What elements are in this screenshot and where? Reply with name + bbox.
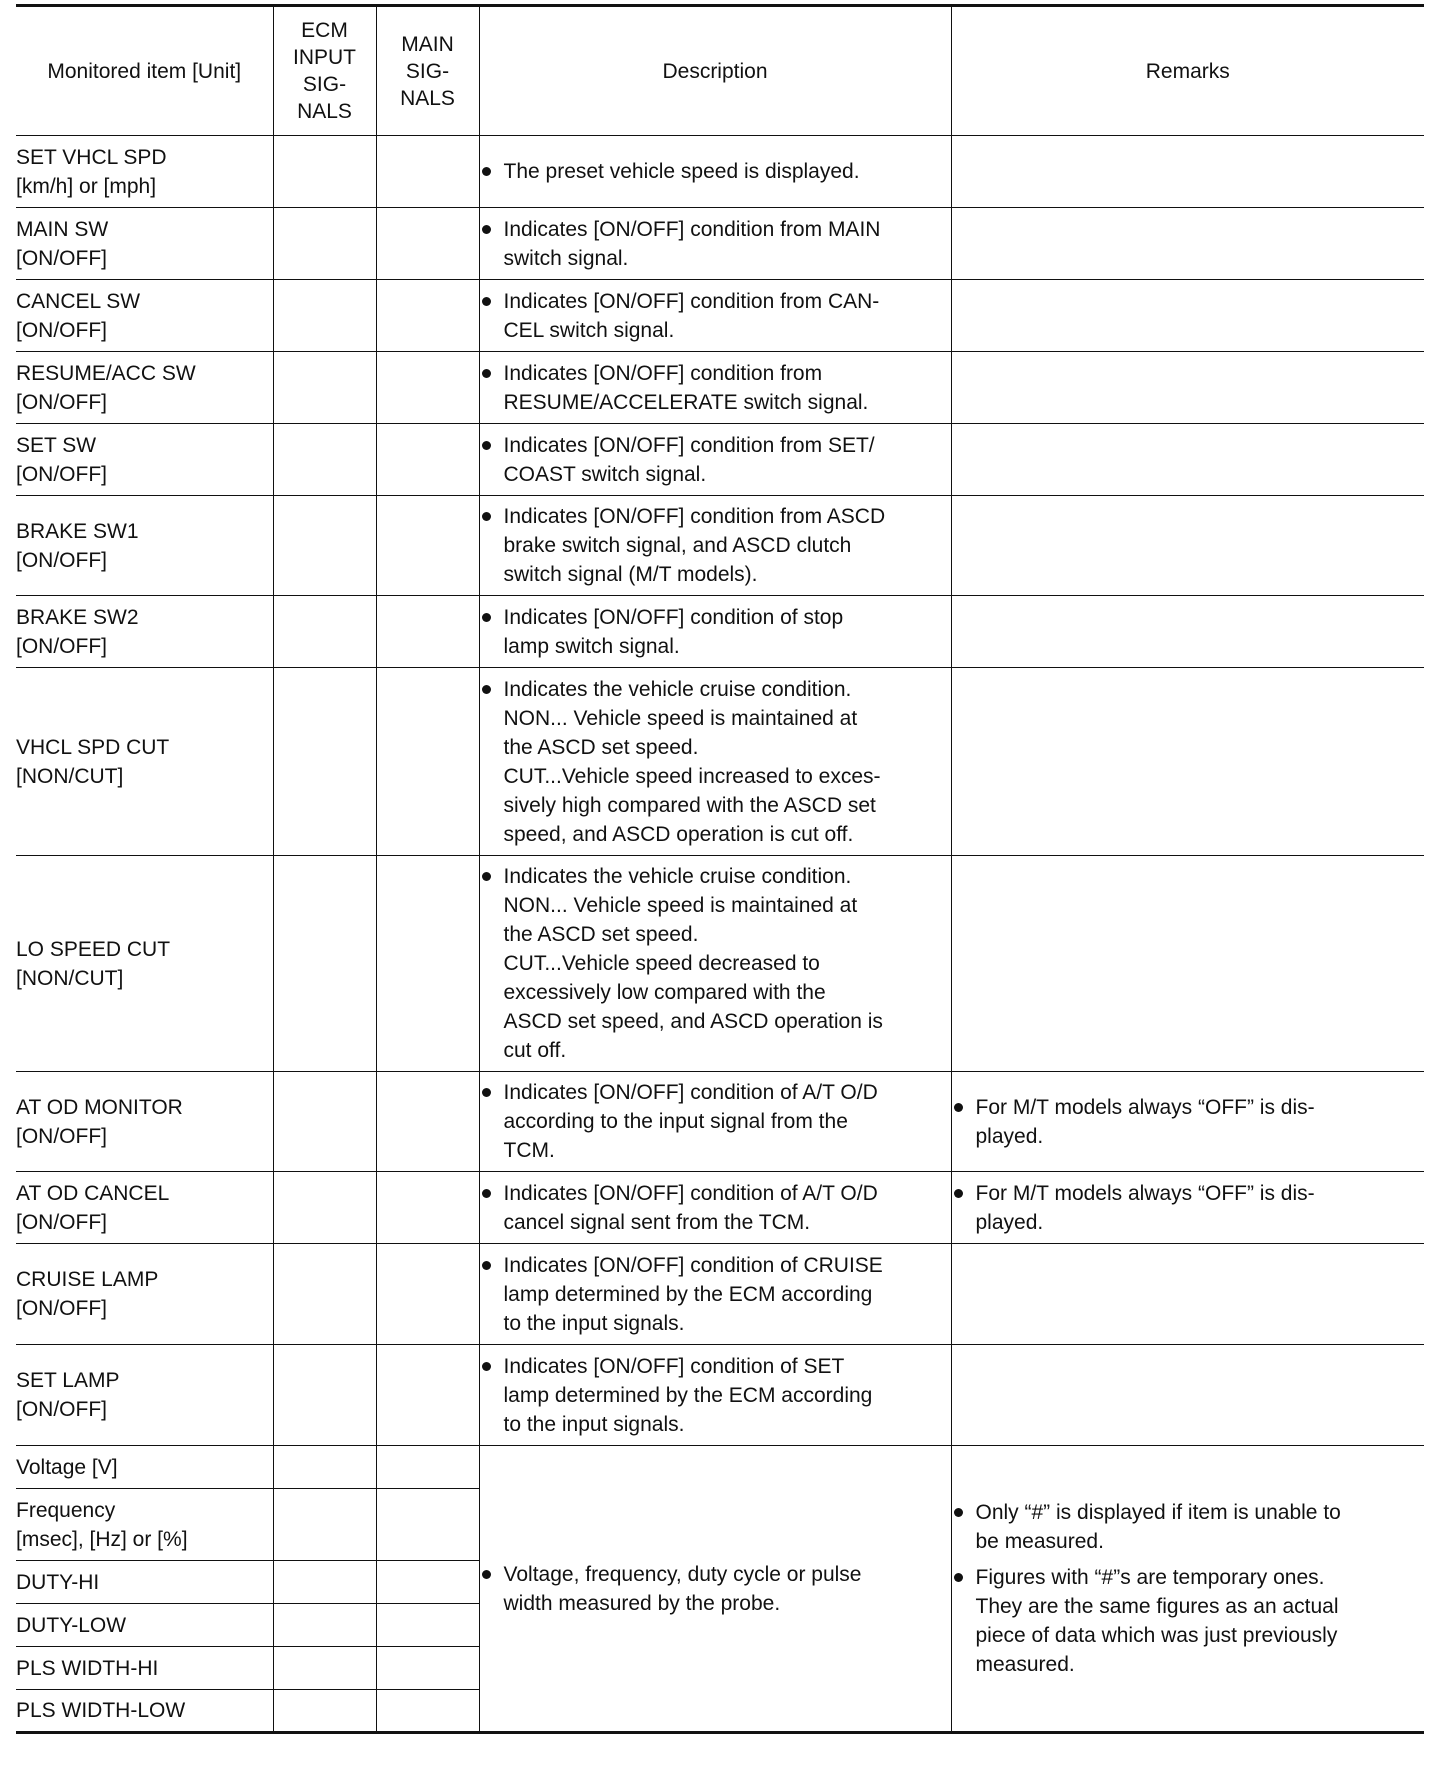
text-line: ASCD set speed, and ASCD operation is bbox=[503, 1010, 883, 1033]
monitored-item-cell bbox=[16, 1690, 273, 1733]
text-line: to the input signals. bbox=[503, 1311, 685, 1335]
bullet-list bbox=[480, 603, 951, 661]
text-line: For M/T models always “OFF” is dis- bbox=[975, 1181, 1315, 1205]
table-row bbox=[16, 1345, 1424, 1446]
bullet-list bbox=[480, 675, 951, 849]
text-line: [ON/OFF] bbox=[16, 548, 107, 572]
ecm-input-signal-cell bbox=[273, 1690, 376, 1733]
bullet-list bbox=[480, 287, 951, 345]
text-line: For M/T models always “OFF” is dis- bbox=[975, 1095, 1315, 1119]
bullet-list bbox=[952, 1498, 1425, 1679]
monitored-item-cell bbox=[16, 1345, 273, 1446]
text-line: Indicates [ON/OFF] condition of A/T O/D bbox=[503, 1081, 878, 1104]
text-line: Indicates [ON/OFF] condition of CRUISE bbox=[503, 1253, 883, 1277]
main-signal-cell bbox=[376, 424, 479, 496]
remarks-cell bbox=[951, 280, 1424, 352]
ecm-input-signal-cell bbox=[273, 424, 376, 496]
table-body bbox=[16, 136, 1424, 1733]
text-line: lamp determined by the ECM according bbox=[503, 1282, 873, 1306]
text-line: played. bbox=[975, 1124, 1044, 1148]
text-line: [ON/OFF] bbox=[16, 462, 107, 486]
text-line: MAIN SW bbox=[16, 217, 109, 241]
monitored-item-cell bbox=[16, 1647, 273, 1690]
bullet-list bbox=[480, 862, 951, 1065]
text-line: NON... Vehicle speed is maintained at bbox=[503, 706, 858, 730]
text-line: COAST switch signal. bbox=[503, 462, 707, 486]
ecm-input-signal-cell bbox=[273, 1345, 376, 1446]
text-line: piece of data which was just previously bbox=[975, 1624, 1338, 1647]
text-line: [ON/OFF] bbox=[16, 1297, 107, 1320]
text-line: according to the input signal from the bbox=[503, 1110, 848, 1133]
text-line: played. bbox=[975, 1210, 1044, 1234]
text-line: SET SW bbox=[16, 433, 97, 457]
text-line: CANCEL SW bbox=[16, 289, 141, 313]
bullet-item bbox=[480, 1179, 951, 1237]
ecm-input-signal-cell bbox=[273, 1647, 376, 1690]
header-text-line: NALS bbox=[400, 86, 455, 110]
bullet-item bbox=[480, 502, 951, 589]
text-line: [ON/OFF] bbox=[16, 1398, 107, 1421]
main-signal-cell bbox=[376, 208, 479, 280]
main-signal-cell bbox=[376, 1244, 479, 1345]
monitored-item-cell bbox=[16, 352, 273, 424]
header-description: Description bbox=[479, 6, 951, 136]
monitored-item-cell bbox=[16, 136, 273, 208]
description-cell bbox=[479, 668, 951, 856]
remarks-cell bbox=[951, 1072, 1424, 1172]
text-line: cut off. bbox=[503, 1039, 567, 1062]
bullet-item bbox=[480, 603, 951, 661]
remarks-cell bbox=[951, 1345, 1424, 1446]
main-signal-cell bbox=[376, 352, 479, 424]
remarks-cell bbox=[951, 496, 1424, 596]
header-row bbox=[16, 6, 1424, 136]
main-signal-cell bbox=[376, 1446, 479, 1489]
bullet-item bbox=[480, 359, 951, 417]
table-row bbox=[16, 352, 1424, 424]
text-line: RESUME/ACC SW bbox=[16, 361, 196, 385]
remarks-cell bbox=[951, 668, 1424, 856]
bullet-item bbox=[952, 1179, 1425, 1237]
main-signal-cell bbox=[376, 1561, 479, 1604]
text-line: Indicates the vehicle cruise condition. bbox=[503, 677, 852, 701]
text-line: Indicates [ON/OFF] condition of stop bbox=[503, 605, 844, 629]
ecm-input-signal-cell bbox=[273, 1072, 376, 1172]
text-line: lamp switch signal. bbox=[503, 634, 680, 658]
text-line: [ON/OFF] bbox=[16, 390, 107, 414]
header-remarks: Remarks bbox=[951, 6, 1424, 136]
monitored-item-cell bbox=[16, 1561, 273, 1604]
bullet-item bbox=[952, 1498, 1425, 1556]
bullet-item bbox=[480, 1560, 951, 1618]
text-line: CUT...Vehicle speed increased to exces- bbox=[503, 764, 881, 788]
text-line: cancel signal sent from the TCM. bbox=[503, 1210, 811, 1234]
text-line: AT OD CANCEL bbox=[16, 1181, 170, 1205]
monitored-item-cell bbox=[16, 1489, 273, 1561]
bullet-list bbox=[480, 215, 951, 273]
text-line: SET LAMP bbox=[16, 1369, 120, 1392]
bullet-item bbox=[952, 1093, 1425, 1151]
bullet-item bbox=[480, 287, 951, 345]
ecm-input-signal-cell bbox=[273, 1561, 376, 1604]
remarks-cell bbox=[951, 596, 1424, 668]
probe-description-cell bbox=[479, 1446, 951, 1733]
bullet-list bbox=[480, 431, 951, 489]
main-signal-cell bbox=[376, 668, 479, 856]
text-line: Indicates [ON/OFF] condition from CAN- bbox=[503, 289, 880, 313]
table-row bbox=[16, 1072, 1424, 1172]
bullet-item bbox=[480, 1078, 951, 1165]
header-main-signals bbox=[376, 6, 479, 136]
text-line: They are the same figures as an actual bbox=[975, 1595, 1339, 1618]
description-cell bbox=[479, 424, 951, 496]
ecm-input-signal-cell bbox=[273, 1172, 376, 1244]
main-signal-cell bbox=[376, 1345, 479, 1446]
bullet-item bbox=[480, 862, 951, 1065]
bullet-list bbox=[480, 1179, 951, 1237]
header-monitored-item: Monitored item [Unit] bbox=[16, 6, 273, 136]
text-line: Indicates [ON/OFF] condition from ASCD bbox=[503, 505, 886, 528]
remarks-cell bbox=[951, 424, 1424, 496]
description-cell bbox=[479, 136, 951, 208]
main-signal-cell bbox=[376, 596, 479, 668]
text-line: SET VHCL SPD bbox=[16, 145, 167, 169]
description-cell bbox=[479, 856, 951, 1072]
text-line: switch signal (M/T models). bbox=[503, 563, 758, 586]
text-line: excessively low compared with the bbox=[503, 981, 826, 1004]
text-line: AT OD MONITOR bbox=[16, 1095, 183, 1119]
text-line: Indicates [ON/OFF] condition of A/T O/D bbox=[503, 1181, 878, 1205]
text-line: Voltage, frequency, duty cycle or pulse bbox=[503, 1562, 862, 1586]
header-text-line: SIG- bbox=[405, 59, 450, 83]
text-line: RESUME/ACCELERATE switch signal. bbox=[503, 390, 869, 414]
remarks-cell bbox=[951, 1244, 1424, 1345]
bullet-item bbox=[480, 157, 951, 186]
header-ecm-input-signals bbox=[273, 6, 376, 136]
table-row bbox=[16, 280, 1424, 352]
monitored-item-cell bbox=[16, 1172, 273, 1244]
table-row bbox=[16, 1244, 1424, 1345]
description-cell bbox=[479, 208, 951, 280]
bullet-item bbox=[480, 1251, 951, 1338]
probe-remarks-cell bbox=[951, 1446, 1424, 1733]
ecm-input-signal-cell bbox=[273, 1244, 376, 1345]
bullet-item bbox=[480, 1352, 951, 1439]
text-line: Voltage [V] bbox=[16, 1455, 118, 1479]
ecm-input-signal-cell bbox=[273, 280, 376, 352]
ecm-input-signal-cell bbox=[273, 856, 376, 1072]
main-signal-cell bbox=[376, 856, 479, 1072]
bullet-list bbox=[480, 502, 951, 589]
text-line: lamp determined by the ECM according bbox=[503, 1383, 873, 1407]
text-line: Frequency bbox=[16, 1498, 116, 1522]
header-text-line: MAIN bbox=[401, 32, 454, 56]
header-text-line: ECM bbox=[301, 19, 348, 42]
text-line: [ON/OFF] bbox=[16, 318, 107, 342]
table-row bbox=[16, 856, 1424, 1072]
bullet-item bbox=[480, 675, 951, 849]
bullet-list bbox=[480, 1078, 951, 1165]
text-line: BRAKE SW1 bbox=[16, 519, 139, 543]
bullet-item bbox=[952, 1563, 1425, 1679]
ecm-input-signal-cell bbox=[273, 668, 376, 856]
table-row bbox=[16, 1172, 1424, 1244]
ecm-input-signal-cell bbox=[273, 1604, 376, 1647]
main-signal-cell bbox=[376, 1647, 479, 1690]
text-line: TCM. bbox=[503, 1139, 555, 1162]
description-cell bbox=[479, 1244, 951, 1345]
text-line: CEL switch signal. bbox=[503, 318, 675, 342]
text-line: CRUISE LAMP bbox=[16, 1268, 159, 1291]
text-line: Indicates the vehicle cruise condition. bbox=[503, 865, 852, 888]
ecm-input-signal-cell bbox=[273, 208, 376, 280]
remarks-cell bbox=[951, 1172, 1424, 1244]
description-cell bbox=[479, 280, 951, 352]
monitored-item-cell bbox=[16, 1072, 273, 1172]
monitored-item-cell bbox=[16, 596, 273, 668]
main-signal-cell bbox=[376, 1072, 479, 1172]
text-line: Indicates [ON/OFF] condition from SET/ bbox=[503, 433, 875, 457]
text-line: Only “#” is displayed if item is unable to bbox=[975, 1501, 1341, 1524]
remarks-cell bbox=[951, 352, 1424, 424]
description-cell bbox=[479, 1345, 951, 1446]
text-line: speed, and ASCD operation is cut off. bbox=[503, 822, 854, 846]
text-line: switch signal. bbox=[503, 246, 629, 270]
main-signal-cell bbox=[376, 1690, 479, 1733]
text-line: VHCL SPD CUT bbox=[16, 735, 170, 759]
text-line: PLS WIDTH-LOW bbox=[16, 1699, 186, 1722]
table-row bbox=[16, 596, 1424, 668]
header-text-line: INPUT bbox=[293, 46, 356, 69]
text-line: DUTY-HI bbox=[16, 1570, 100, 1594]
bullet-list bbox=[480, 1352, 951, 1439]
text-line: BRAKE SW2 bbox=[16, 605, 139, 629]
text-line: LO SPEED CUT bbox=[16, 937, 171, 961]
text-line: width measured by the probe. bbox=[503, 1591, 781, 1615]
table-row bbox=[16, 208, 1424, 280]
text-line: The preset vehicle speed is displayed. bbox=[503, 160, 860, 183]
text-line: NON... Vehicle speed is maintained at bbox=[503, 894, 858, 917]
text-line: CUT...Vehicle speed decreased to bbox=[503, 952, 820, 975]
text-line: [ON/OFF] bbox=[16, 246, 107, 270]
text-line: sively high compared with the ASCD set bbox=[503, 793, 876, 817]
ecm-input-signal-cell bbox=[273, 136, 376, 208]
monitored-items-table bbox=[16, 4, 1424, 1734]
text-line: to the input signals. bbox=[503, 1412, 685, 1436]
monitored-item-cell bbox=[16, 1244, 273, 1345]
ecm-input-signal-cell bbox=[273, 352, 376, 424]
text-line: Figures with “#”s are temporary ones. bbox=[975, 1566, 1325, 1589]
main-signal-cell bbox=[376, 1172, 479, 1244]
text-line: [ON/OFF] bbox=[16, 634, 107, 658]
bullet-list bbox=[952, 1093, 1425, 1151]
description-cell bbox=[479, 1172, 951, 1244]
monitored-item-cell bbox=[16, 856, 273, 1072]
text-line: brake switch signal, and ASCD clutch bbox=[503, 534, 852, 557]
bullet-list bbox=[480, 1251, 951, 1338]
text-line: DUTY-LOW bbox=[16, 1613, 127, 1637]
bullet-list bbox=[480, 1560, 951, 1618]
text-line: [msec], [Hz] or [%] bbox=[16, 1527, 188, 1551]
table-row bbox=[16, 668, 1424, 856]
monitored-item-cell bbox=[16, 1604, 273, 1647]
ecm-input-signal-cell bbox=[273, 496, 376, 596]
main-signal-cell bbox=[376, 1604, 479, 1647]
text-line: [ON/OFF] bbox=[16, 1210, 107, 1234]
text-line: PLS WIDTH-HI bbox=[16, 1656, 159, 1680]
bullet-list bbox=[480, 359, 951, 417]
bullet-item bbox=[480, 431, 951, 489]
table-row bbox=[16, 136, 1424, 208]
text-line: [NON/CUT] bbox=[16, 966, 124, 990]
main-signal-cell bbox=[376, 1489, 479, 1561]
main-signal-cell bbox=[376, 280, 479, 352]
monitored-item-cell bbox=[16, 496, 273, 596]
text-line: [ON/OFF] bbox=[16, 1124, 107, 1148]
table-row bbox=[16, 496, 1424, 596]
ecm-input-signal-cell bbox=[273, 1489, 376, 1561]
text-line: [NON/CUT] bbox=[16, 764, 124, 788]
description-cell bbox=[479, 496, 951, 596]
bullet-list bbox=[480, 157, 951, 186]
page bbox=[16, 4, 1424, 1734]
main-signal-cell bbox=[376, 496, 479, 596]
monitored-item-cell bbox=[16, 208, 273, 280]
table-row bbox=[16, 424, 1424, 496]
text-line: Indicates [ON/OFF] condition from MAIN bbox=[503, 217, 881, 241]
monitored-item-cell bbox=[16, 1446, 273, 1489]
text-line: the ASCD set speed. bbox=[503, 923, 699, 946]
text-line: [km/h] or [mph] bbox=[16, 174, 157, 198]
ecm-input-signal-cell bbox=[273, 1446, 376, 1489]
bullet-item bbox=[480, 215, 951, 273]
monitored-item-cell bbox=[16, 280, 273, 352]
description-cell bbox=[479, 1072, 951, 1172]
monitored-item-cell bbox=[16, 424, 273, 496]
text-line: the ASCD set speed. bbox=[503, 735, 699, 759]
ecm-input-signal-cell bbox=[273, 596, 376, 668]
remarks-cell bbox=[951, 136, 1424, 208]
text-line: Indicates [ON/OFF] condition from bbox=[503, 361, 823, 385]
table-row bbox=[16, 1446, 1424, 1489]
text-line: be measured. bbox=[975, 1530, 1104, 1553]
bullet-list bbox=[952, 1179, 1425, 1237]
description-cell bbox=[479, 352, 951, 424]
header-text-line: NALS bbox=[297, 100, 352, 123]
text-line: measured. bbox=[975, 1653, 1075, 1676]
text-line: Indicates [ON/OFF] condition of SET bbox=[503, 1354, 845, 1378]
description-cell bbox=[479, 596, 951, 668]
main-signal-cell bbox=[376, 136, 479, 208]
remarks-cell bbox=[951, 208, 1424, 280]
header-text-line: SIG- bbox=[302, 73, 347, 96]
remarks-cell bbox=[951, 856, 1424, 1072]
monitored-item-cell bbox=[16, 668, 273, 856]
